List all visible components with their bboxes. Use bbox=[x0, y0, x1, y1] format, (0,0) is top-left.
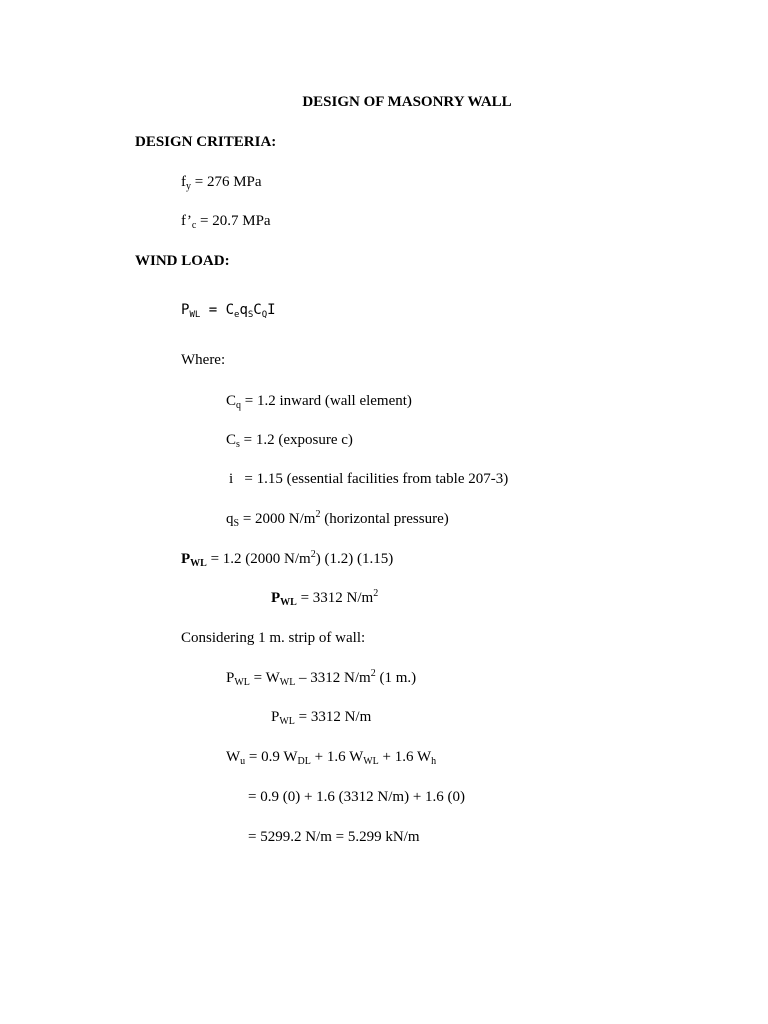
wind-load-heading: WIND LOAD: bbox=[135, 253, 230, 269]
cq-line: $C_q = 1.2$ inward (wall element) bbox=[226, 393, 412, 411]
design-criteria-heading: DESIGN CRITERIA: bbox=[135, 134, 277, 150]
strip-line-2: $P_{WL} = 3312$ N/m bbox=[271, 709, 372, 727]
cs-line: $C_s = 1.2$ (exposure c) bbox=[226, 432, 353, 450]
fy-line: $f_y = 276$ MPa bbox=[181, 174, 262, 192]
wu-step-2: = 5299.2 N/m = 5.299 kN/m bbox=[248, 829, 420, 845]
i-line: i = 1.15 (essential facilities from table 207-3) bbox=[229, 471, 509, 487]
pwl-calc-line: $P_{WL} = 1.2$ (2000 $N/m^2$) (1.2) (1.15) bbox=[181, 549, 394, 569]
where-label: Where: bbox=[181, 352, 226, 368]
strip-heading: Considering 1 m. strip of wall: bbox=[181, 630, 366, 646]
page-title: DESIGN OF MASONRY WALL bbox=[302, 94, 512, 110]
wu-step-1: = 0.9 (0) + 1.6 (3312 N/m) + 1.6 (0) bbox=[248, 789, 466, 805]
wu-line: $W_u = 0.9$ $W_{DL} + 1.6$ $W_{WL} + 1.6$ $W_h$ bbox=[226, 749, 437, 767]
wind-formula: $P_{WL} = C_eq_SC_QI$ bbox=[181, 302, 276, 320]
pwl-result-line: $P_{WL} = 3312$ $N/m^2$ bbox=[271, 588, 379, 608]
fc-line: $f’_c = 20.7$ MPa bbox=[181, 213, 271, 231]
qs-line: $q_S = 2000$ $N/m^2$ (horizontal pressure) bbox=[226, 509, 449, 529]
strip-line-1: $P_{WL} = W_{WL} - 3312$ $N/m^2$ (1 m.) bbox=[226, 668, 417, 688]
